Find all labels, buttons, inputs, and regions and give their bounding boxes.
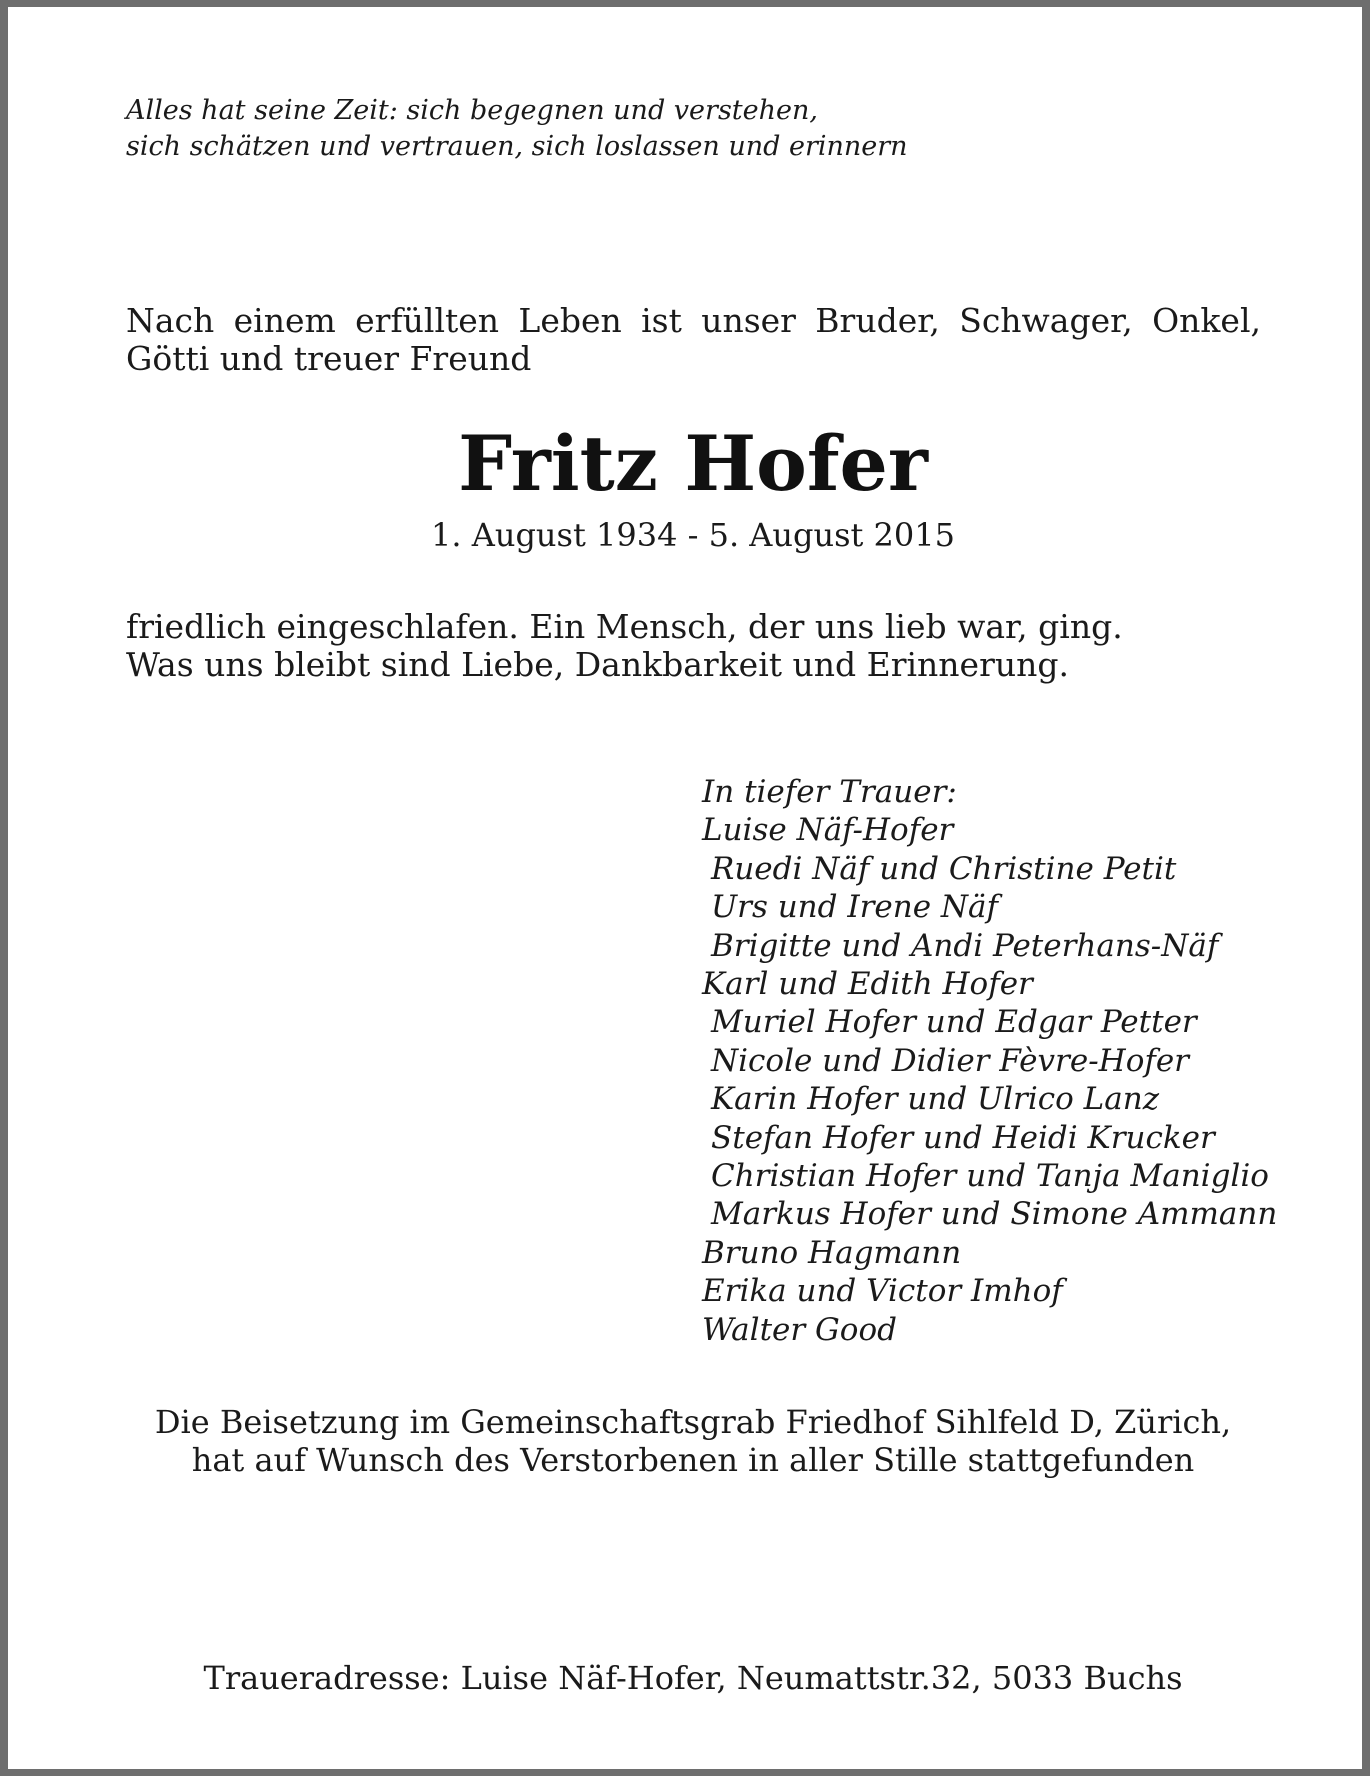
deceased-name: Fritz Hofer — [458, 419, 928, 508]
mourner-entry: Luise Näf-Hofer — [702, 812, 954, 849]
mourner-entry: Erika und Victor Imhof — [702, 1273, 1063, 1310]
mourners-list — [702, 773, 1302, 1349]
motto-line: Alles hat seine Zeit: sich begegnen und verstehen, — [126, 95, 818, 126]
mourner-entry: Walter Good — [702, 1311, 897, 1348]
intro-line: Götti und treuer Freund — [126, 339, 532, 378]
mourner-entries — [702, 811, 1302, 1349]
intro-text — [126, 302, 1261, 378]
mourner-entry: Christian Hofer und Tanja Maniglio — [711, 1158, 1269, 1195]
mourner-entry: Stefan Hofer und Heidi Krucker — [711, 1119, 1215, 1156]
message-line: friedlich eingeschlafen. Ein Mensch, der uns lieb war, ging. — [126, 607, 1123, 646]
burial-notice — [8, 1403, 1370, 1479]
mourner-entry: Brigitte und Andi Peterhans-Näf — [711, 927, 1219, 964]
mourner-entry: Markus Hofer und Simone Ammann — [711, 1196, 1278, 1233]
mourner-entry: Urs und Irene Näf — [711, 889, 998, 926]
mourner-entry: Karin Hofer und Ulrico Lanz — [711, 1081, 1160, 1118]
mourner-entry: Ruedi Näf und Christine Petit — [711, 850, 1177, 887]
message-line: Was uns bleibt sind Liebe, Dankbarkeit und Erinnerung. — [126, 645, 1069, 684]
mourner-entry: Karl und Edith Hofer — [702, 966, 1033, 1003]
mourner-entry: Nicole und Didier Fèvre-Hofer — [711, 1042, 1190, 1079]
mourner-entry: Bruno Hagmann — [702, 1234, 962, 1271]
motto-line: sich schätzen und vertrauen, sich loslassen und erinnern — [126, 131, 908, 162]
life-dates: 1. August 1934 - 5. August 2015 — [431, 516, 955, 554]
mourning-address: Traueradresse: Luise Näf-Hofer, Neumattstr.32, 5033 Buchs — [203, 1659, 1183, 1697]
motto-quote — [126, 93, 1026, 165]
mourner-entry: Muriel Hofer und Edgar Petter — [711, 1004, 1197, 1041]
burial-line: hat auf Wunsch des Verstorbenen in aller Stille stattgefunden — [191, 1441, 1195, 1479]
farewell-message — [126, 608, 1261, 684]
mourners-heading: In tiefer Trauer: — [702, 774, 957, 810]
burial-line: Die Beisetzung im Gemeinschaftsgrab Friedhof Sihlfeld D, Zürich, — [154, 1403, 1232, 1441]
intro-line: Nach einem erfüllten Leben ist unser Bruder, Schwager, Onkel, — [126, 301, 1261, 340]
